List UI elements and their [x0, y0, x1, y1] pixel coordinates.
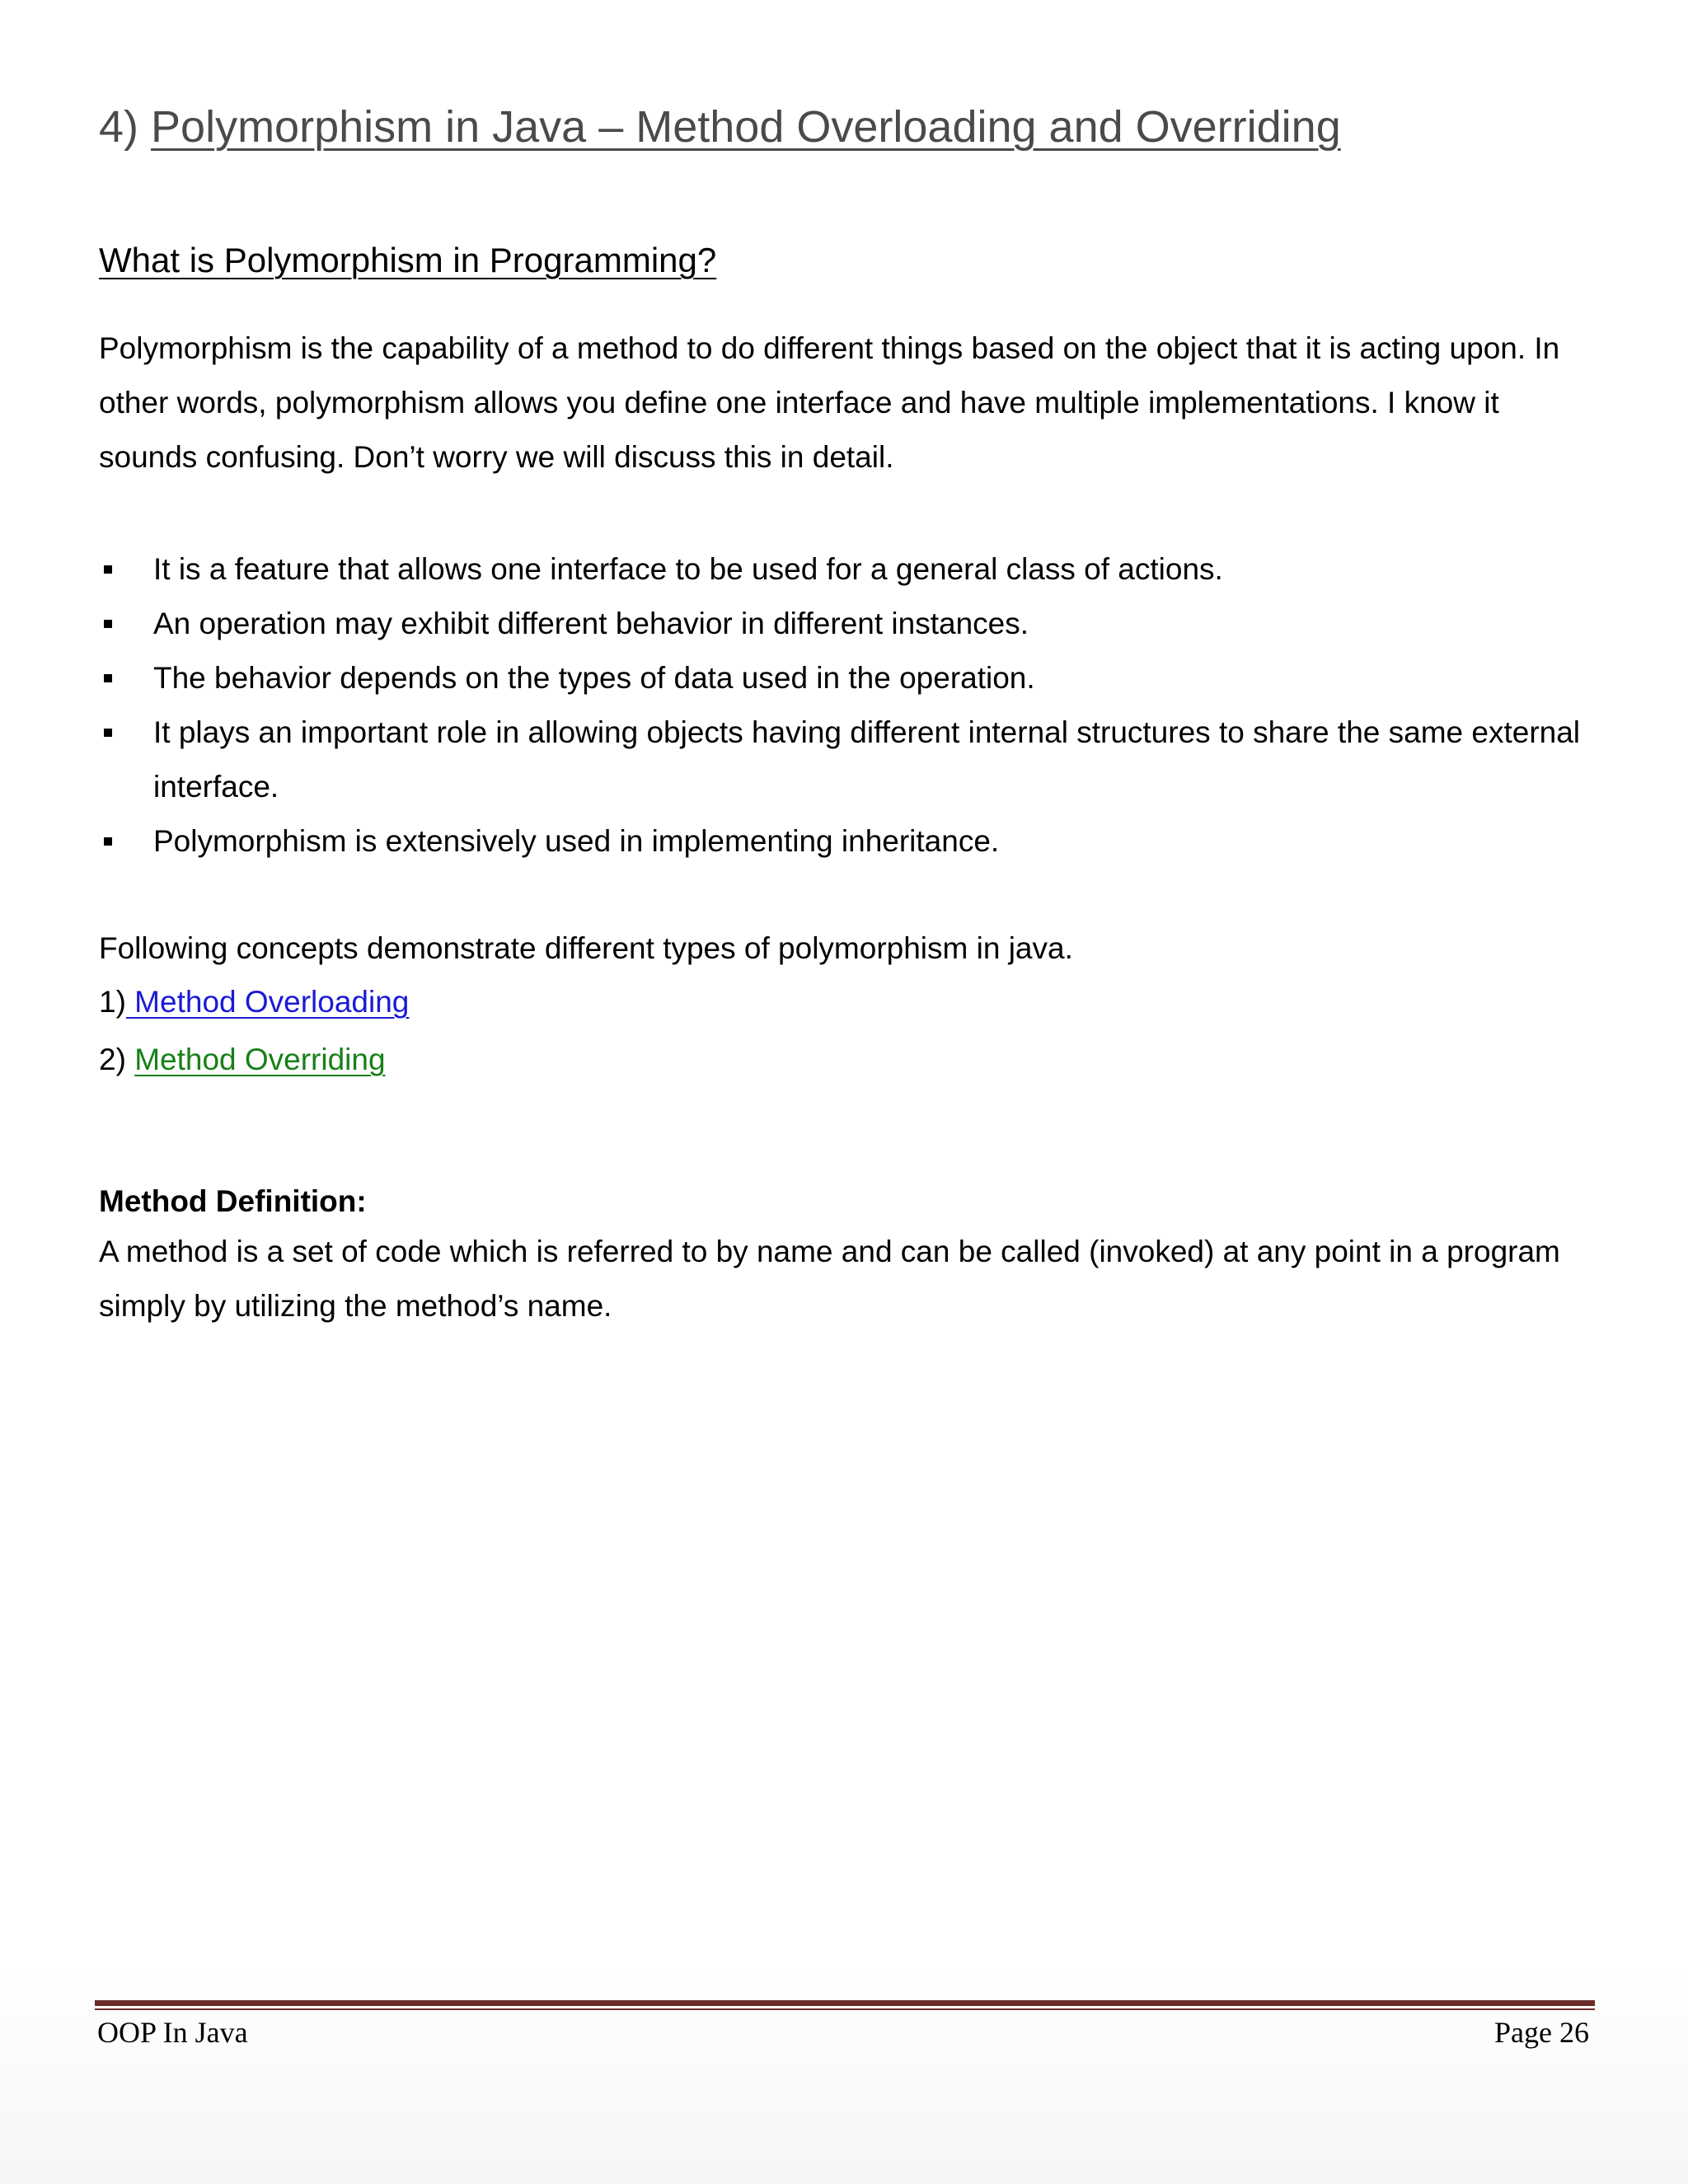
concept-item-overriding [99, 1033, 386, 1087]
footer-page-number: Page 26 [1494, 2016, 1589, 2049]
square-bullet-icon [104, 620, 112, 628]
square-bullet-icon [104, 729, 112, 737]
bullet-item [99, 705, 1582, 814]
method-definition-text: A method is a set of code which is referred to by name and can be called (invoked) at any point in a program simply by utilizing the method’s name. [99, 1235, 1560, 1323]
concept-number: 2) [99, 1043, 135, 1076]
bullet-item [99, 542, 1582, 597]
footer-rule-thin [95, 2008, 1595, 2010]
section-title [99, 97, 1341, 157]
method-overriding-link[interactable]: Method Overriding [134, 1043, 386, 1076]
method-definition-heading: Method Definition: [99, 1184, 367, 1218]
bullet-text: The behavior depends on the types of data used in the operation. [153, 661, 1035, 695]
bullet-item [99, 597, 1582, 651]
bullet-item [99, 651, 1582, 705]
square-bullet-icon [104, 837, 112, 846]
intro-paragraph: Polymorphism is the capability of a method to do different things based on the object that it is acting upon. In other words, polymorphism allows you define one interface and have multiple implementations. I know it sounds confusing. Don’t worry we will discuss this in detail. [99, 331, 1560, 474]
square-bullet-icon [104, 674, 112, 682]
bullet-item [99, 814, 1582, 869]
bullet-text: It is a feature that allows one interface to be used for a general class of actions. [153, 552, 1223, 586]
square-bullet-icon [104, 565, 112, 574]
section-number: 4) [99, 102, 152, 152]
concept-item-overloading [99, 975, 409, 1029]
page-bottom-shade [0, 1961, 1688, 2184]
subheading: What is Polymorphism in Programming? [99, 241, 717, 279]
bullet-text: It plays an important role in allowing objects having different internal structures to share the same external interface. [153, 715, 1581, 804]
bullet-text: An operation may exhibit different behavior in different instances. [153, 607, 1029, 640]
concepts-intro: Following concepts demonstrate different types of polymorphism in java. [99, 931, 1073, 965]
feature-bullet-list [99, 542, 1582, 869]
method-overloading-link[interactable]: Method Overloading [125, 985, 410, 1019]
footer-book-title: OOP In Java [97, 2016, 248, 2049]
section-title-text: Polymorphism in Java – Method Overloading and Overriding [151, 102, 1341, 152]
concept-number: 1) [99, 985, 126, 1019]
bullet-text: Polymorphism is extensively used in implementing inheritance. [153, 824, 1000, 858]
footer-rule [95, 2000, 1595, 2006]
